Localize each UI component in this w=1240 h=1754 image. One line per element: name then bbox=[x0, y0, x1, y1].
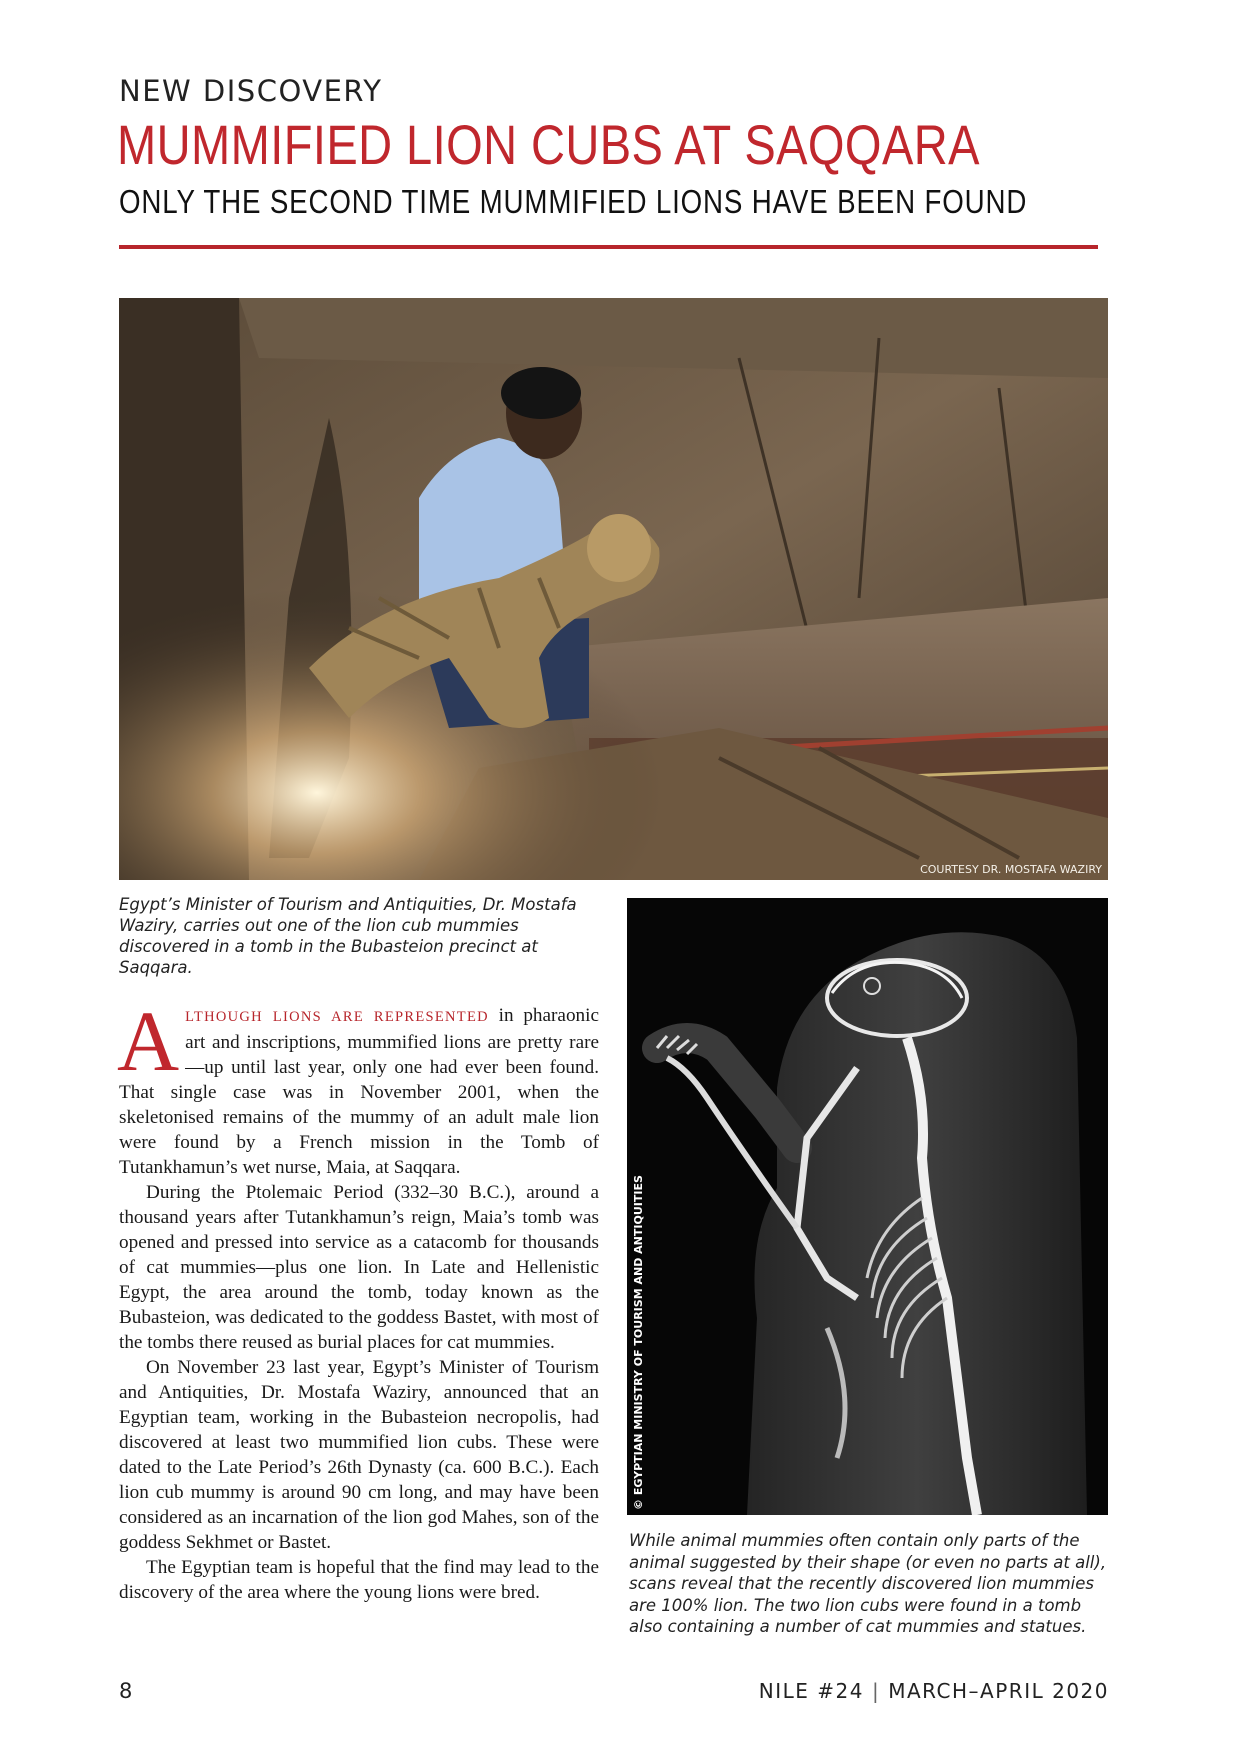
paragraph-2: During the Ptolemaic Period (332–30 B.C.), around a thousand years after Tutankhamun’s reign, Maia’s tomb was opened and pressed into service as a catacomb for thousands of cat mummies—plus one lion. In Late and Hellenistic Egypt, the area around the tomb, today known as the Bubasteion, was dedicated to the goddess Bastet, with most of the tombs there reused as burial places for cat mummies. bbox=[119, 1182, 599, 1353]
lead-in-smallcaps: LTHOUGH LIONS ARE REPRESENTED bbox=[185, 1009, 489, 1025]
drop-cap: A bbox=[117, 993, 180, 1089]
paragraph-1-text: in pharaonic art and inscriptions, mummified lions are pretty rare—up until last year, only one had ever been found. That single case was in November 2001, when the skeletonised remains of the mummy of an adult male lion were found by a French mission in the Tomb of Tutankhamun’s wet nurse, Maia, at Saqqara. bbox=[119, 1005, 599, 1178]
page-number: 8 bbox=[119, 1679, 133, 1703]
lion-mummy-xray-image bbox=[627, 898, 1108, 1515]
tomb-scene-illustration bbox=[119, 298, 1108, 880]
xray-skeleton-illustration bbox=[627, 898, 1108, 1515]
section-kicker: NEW DISCOVERY bbox=[119, 74, 383, 108]
xray-caption: While animal mummies often contain only parts of the animal suggested by their shape (or even no parts at all), scans reveal that the recently discovered lion mummies are 100% lion. The two lion cubs were found in a tomb also containing a number of cat mummies and statues. bbox=[629, 1531, 1107, 1636]
article-subtitle: ONLY THE SECOND TIME MUMMIFIED LIONS HAVE BEEN FOUND bbox=[119, 183, 1028, 220]
issue-date: MARCH–APRIL 2020 bbox=[888, 1679, 1109, 1703]
paragraph-1 bbox=[117, 993, 599, 1180]
running-footer bbox=[759, 1679, 1109, 1703]
xray-credit: © EGYPTIAN MINISTRY OF TOURISM AND ANTIQUITIES bbox=[632, 1175, 645, 1510]
paragraph-3: On November 23 last year, Egypt’s Minister of Tourism and Antiquities, Dr. Mostafa Waziry, announced that an Egyptian team, working in the Bubasteion necropolis, had discovered at least two mummified lion cubs. These were dated to the Late Period’s 26th Dynasty (ca. 600 B.C.). Each lion cub mummy is around 90 cm long, and may have been considered as an incarnation of the lion god Mahes, son of the goddess Sekhmet or Bastet. bbox=[119, 1357, 599, 1553]
article-title: MUMMIFIED LION CUBS AT SAQQARA bbox=[117, 113, 980, 176]
minister-carrying-mummy-photo bbox=[119, 298, 1108, 880]
paragraph-4: The Egyptian team is hopeful that the find may lead to the discovery of the area where the young lions were bred. bbox=[119, 1557, 599, 1603]
photo-credit: COURTESY DR. MOSTAFA WAZIRY bbox=[920, 863, 1102, 876]
article-body bbox=[117, 993, 599, 1605]
title-divider bbox=[119, 245, 1098, 249]
top-photo-caption: Egypt’s Minister of Tourism and Antiquities, Dr. Mostafa Waziry, carries out one of the lion cub mummies discovered in a tomb in the Bubasteion precinct at Saqqara. bbox=[119, 895, 577, 977]
issue-label: NILE #24 bbox=[758, 1679, 864, 1703]
footer-separator: | bbox=[871, 1679, 881, 1703]
